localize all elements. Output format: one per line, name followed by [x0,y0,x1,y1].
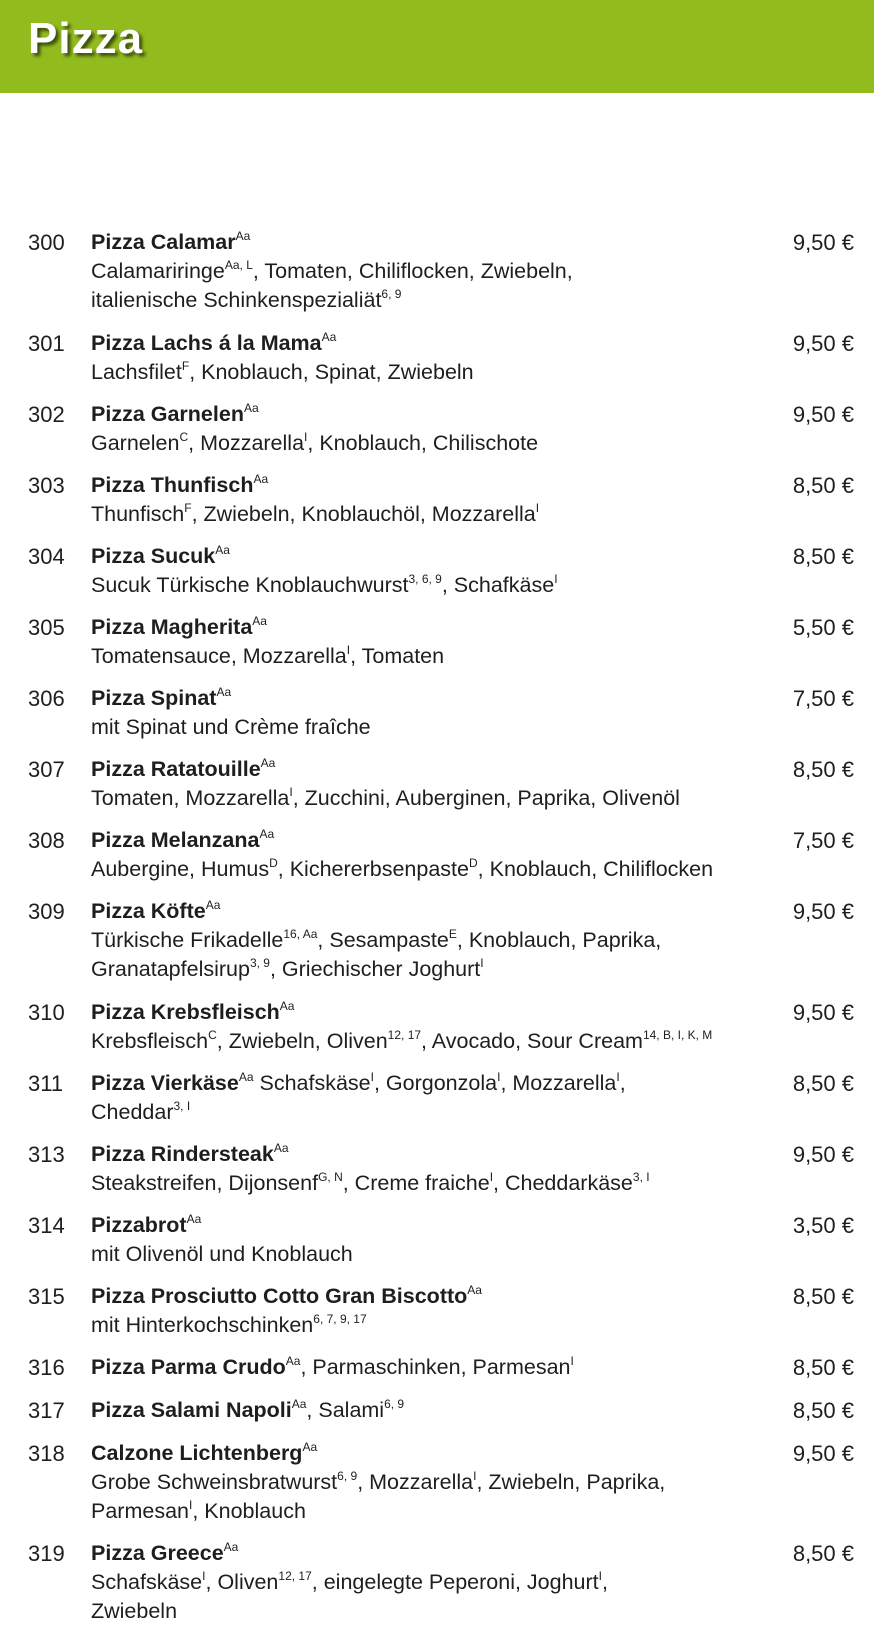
allergen-code: 14, B, I, K, M [642,1028,713,1042]
item-ingredients: , Tomaten, Chiliflocken, Zwiebeln, [252,259,573,283]
item-ingredients: Grobe Schweinsbratwurst [91,1470,338,1494]
allergen-code: Aa [302,1440,318,1454]
item-ingredients: , Knoblauch [192,1499,306,1523]
allergen-code: 6, 7, 9, 17 [313,1312,367,1326]
item-number: 305 [28,615,65,640]
allergen-code: Aa [467,1283,482,1297]
allergen-code: I [489,1170,494,1184]
allergen-code: I [554,572,558,586]
allergen-code: Aa [215,543,230,557]
item-price: 9,50 € [792,1142,854,1167]
item-ingredients: , eingelegte Peperoni, Joghurt [311,1570,599,1594]
item-ingredients: , Salami [306,1398,385,1422]
item-number: 307 [28,757,65,782]
allergen-code: 12, 17 [387,1028,422,1042]
item-number: 317 [28,1398,65,1423]
allergen-code: Aa, L [224,258,253,272]
item-number: 301 [28,331,65,356]
allergen-code: Aa [259,827,275,841]
item-number: 319 [28,1541,65,1566]
item-name: Pizza Ratatouille [91,757,261,781]
item-ingredients: , Zwiebeln, Paprika, [476,1470,666,1494]
allergen-code: Aa [216,685,232,699]
item-ingredients: , [619,1071,626,1095]
item-price: 8,50 € [792,1355,854,1380]
item-price: 9,50 € [792,1000,854,1025]
allergen-code: 6, 9 [381,287,402,301]
allergen-code: I [370,1070,374,1084]
allergen-code: I [304,430,308,444]
item-ingredients: Zwiebeln [91,1599,178,1623]
item-description [91,826,751,884]
item-name: Pizza Melanzana [91,828,260,852]
item-description [91,1140,751,1198]
item-ingredients: , Knoblauch, Chilischote [307,431,539,455]
item-name: Pizza Greece [91,1541,224,1565]
item-ingredients: , Kichererbsenpaste [277,857,469,881]
item-name: Pizza Sucuk [91,544,216,568]
item-number: 314 [28,1213,65,1238]
allergen-code: I [473,1469,477,1483]
item-ingredients: , Zwiebeln, Knoblauchöl, Mozzarella [191,502,536,526]
item-ingredients: , Schafkäse [441,573,555,597]
item-ingredients: Schafskäse [91,1570,203,1594]
allergen-code: I [570,1354,574,1368]
item-number: 311 [28,1071,64,1096]
item-number: 308 [28,828,65,853]
allergen-code: Aa [273,1141,289,1155]
allergen-code: I [535,501,540,515]
item-name: Pizza Salami Napoli [91,1398,292,1422]
allergen-code: I [346,643,351,657]
item-ingredients: , Griechischer Joghurt [269,957,481,981]
item-ingredients: Tomaten, Mozzarella [91,786,290,810]
item-price: 9,50 € [792,899,854,924]
item-ingredients: , Parmaschinken, Parmesan [300,1355,571,1379]
item-number: 316 [28,1355,65,1380]
item-number: 303 [28,473,65,498]
item-name: Pizza Garnelen [91,402,244,426]
item-description [91,1069,751,1127]
item-description [91,228,751,315]
item-ingredients: Thunfisch [91,502,185,526]
item-number: 309 [28,899,65,924]
allergen-code: Aa [279,999,295,1013]
item-price: 7,50 € [792,828,854,853]
item-ingredients: Garnelen [91,431,180,455]
allergen-code: D [468,856,478,870]
item-price: 8,50 € [792,544,854,569]
item-ingredients: Sucuk Türkische Knoblauchwurst [91,573,409,597]
item-description [91,329,751,387]
item-ingredients: Krebsfleisch [91,1029,209,1053]
item-ingredients: , Knoblauch, Paprika, [456,928,662,952]
item-price: 9,50 € [792,230,854,255]
allergen-code: Aa [321,330,337,344]
allergen-code: Aa [285,1354,301,1368]
allergen-code: Aa [243,401,259,415]
allergen-code: 3, 6, 9 [408,572,442,586]
allergen-code: 3, I [632,1170,650,1184]
item-name: Pizza Magherita [91,615,253,639]
item-name: Pizza Parma Crudo [91,1355,286,1379]
item-number: 318 [28,1441,65,1466]
item-price: 9,50 € [792,1441,854,1466]
allergen-code: Aa [253,472,269,486]
item-name: Pizzabrot [91,1213,187,1237]
item-ingredients: , Knoblauch, Chiliflocken [477,857,714,881]
item-ingredients: , Creme fraiche [342,1171,490,1195]
item-description [91,1439,751,1526]
item-number: 315 [28,1284,65,1309]
item-price: 9,50 € [792,402,854,427]
allergen-code: F [184,501,192,515]
item-ingredients: mit Hinterkochschinken [91,1313,314,1337]
allergen-code: 3, 9 [249,956,270,970]
item-number: 306 [28,686,65,711]
item-ingredients: , Tomaten [350,644,445,668]
item-price: 9,50 € [792,331,854,356]
page-title: Pizza [28,14,144,63]
item-ingredients: Steakstreifen, Dijonsenf [91,1171,319,1195]
allergen-code: Aa [186,1212,202,1226]
allergen-code: Aa [291,1397,307,1411]
item-ingredients: , Sesampaste [317,928,449,952]
item-number: 310 [28,1000,65,1025]
item-ingredients: , Mozzarella [500,1071,617,1095]
item-price: 5,50 € [792,615,854,640]
item-description [91,542,751,600]
item-ingredients: , Knoblauch, Spinat, Zwiebeln [189,360,474,384]
item-name: Pizza Vierkäse [91,1071,239,1095]
item-ingredients: italienische Schinkenspezialiät [91,288,382,312]
allergen-code: Aa [260,756,276,770]
item-description [91,998,751,1056]
item-description [91,1282,751,1340]
allergen-code: Aa [238,1070,254,1084]
item-ingredients: Aubergine, Humus [91,857,270,881]
item-ingredients: Granatapfelsirup [91,957,250,981]
item-description [91,897,751,984]
allergen-code: I [202,1569,206,1583]
allergen-code: Aa [223,1540,239,1554]
page-header [0,0,874,93]
allergen-code: 6, 9 [337,1469,358,1483]
item-number: 313 [28,1142,65,1167]
item-name: Pizza Krebsfleisch [91,1000,280,1024]
item-ingredients: mit Olivenöl und Knoblauch [91,1242,353,1266]
item-description [91,471,751,529]
item-description [91,684,751,742]
allergen-code: 3, I [173,1099,191,1113]
allergen-code: I [616,1070,620,1084]
allergen-code: 16, Aa [283,927,318,941]
allergen-code: Aa [235,229,251,243]
item-description [91,1353,751,1382]
item-ingredients: Tomatensauce, Mozzarella [91,644,347,668]
allergen-code: Aa [252,614,267,628]
item-ingredients: , Zucchini, Auberginen, Paprika, Olivenöl [292,786,680,810]
item-ingredients: , Gorgonzola [373,1071,498,1095]
item-number: 304 [28,544,65,569]
item-name: Pizza Rindersteak [91,1142,274,1166]
item-price: 8,50 € [792,1541,854,1566]
item-ingredients: Cheddar [91,1100,174,1124]
item-number: 300 [28,230,65,255]
item-ingredients: mit Spinat und Crème fraîche [91,715,371,739]
item-price: 7,50 € [792,686,854,711]
item-ingredients: Parmesan [91,1499,189,1523]
allergen-code: I [480,956,484,970]
item-name: Pizza Köfte [91,899,206,923]
item-description [91,1396,751,1425]
item-description [91,755,751,813]
item-name: Pizza Thunfisch [91,473,254,497]
allergen-code: 12, 17 [278,1569,312,1583]
allergen-code: I [289,785,293,799]
item-description [91,1211,751,1269]
item-ingredients: Calamariringe [91,259,225,283]
item-name: Pizza Calamar [91,230,236,254]
item-ingredients: Lachsfilet [91,360,182,384]
item-ingredients: Türkische Frikadelle [91,928,284,952]
item-name: Pizza Spinat [91,686,217,710]
item-name: Pizza Lachs á la Mama [91,331,322,355]
allergen-code: F [181,359,190,373]
allergen-code: G, N [318,1170,343,1184]
item-description [91,1539,751,1626]
item-ingredients: , Oliven [205,1570,279,1594]
item-price: 8,50 € [792,1071,854,1096]
item-name: Calzone Lichtenberg [91,1441,303,1465]
item-ingredients: , Mozzarella [357,1470,474,1494]
item-description [91,400,751,458]
item-number: 302 [28,402,65,427]
item-description [91,613,751,671]
allergen-code: I [189,1498,193,1512]
item-name: Pizza Prosciutto Cotto Gran Biscotto [91,1284,468,1308]
allergen-code: E [448,927,457,941]
allergen-code: C [208,1028,217,1042]
item-ingredients: , [601,1570,608,1594]
allergen-code: C [179,430,189,444]
item-ingredients: , Cheddarkäse [493,1171,633,1195]
item-ingredients: , Avocado, Sour Cream [421,1029,643,1053]
item-price: 8,50 € [792,1284,854,1309]
item-ingredients: , Zwiebeln, Oliven [216,1029,388,1053]
allergen-code: Aa [205,898,221,912]
item-price: 8,50 € [792,473,854,498]
item-price: 8,50 € [792,1398,854,1423]
allergen-code: I [497,1070,501,1084]
item-price: 3,50 € [792,1213,854,1238]
allergen-code: 6, 9 [384,1397,405,1411]
item-price: 8,50 € [792,757,854,782]
allergen-code: I [598,1569,602,1583]
item-ingredients: Schafskäse [253,1071,371,1095]
item-ingredients: , Mozzarella [188,431,305,455]
allergen-code: D [269,856,278,870]
